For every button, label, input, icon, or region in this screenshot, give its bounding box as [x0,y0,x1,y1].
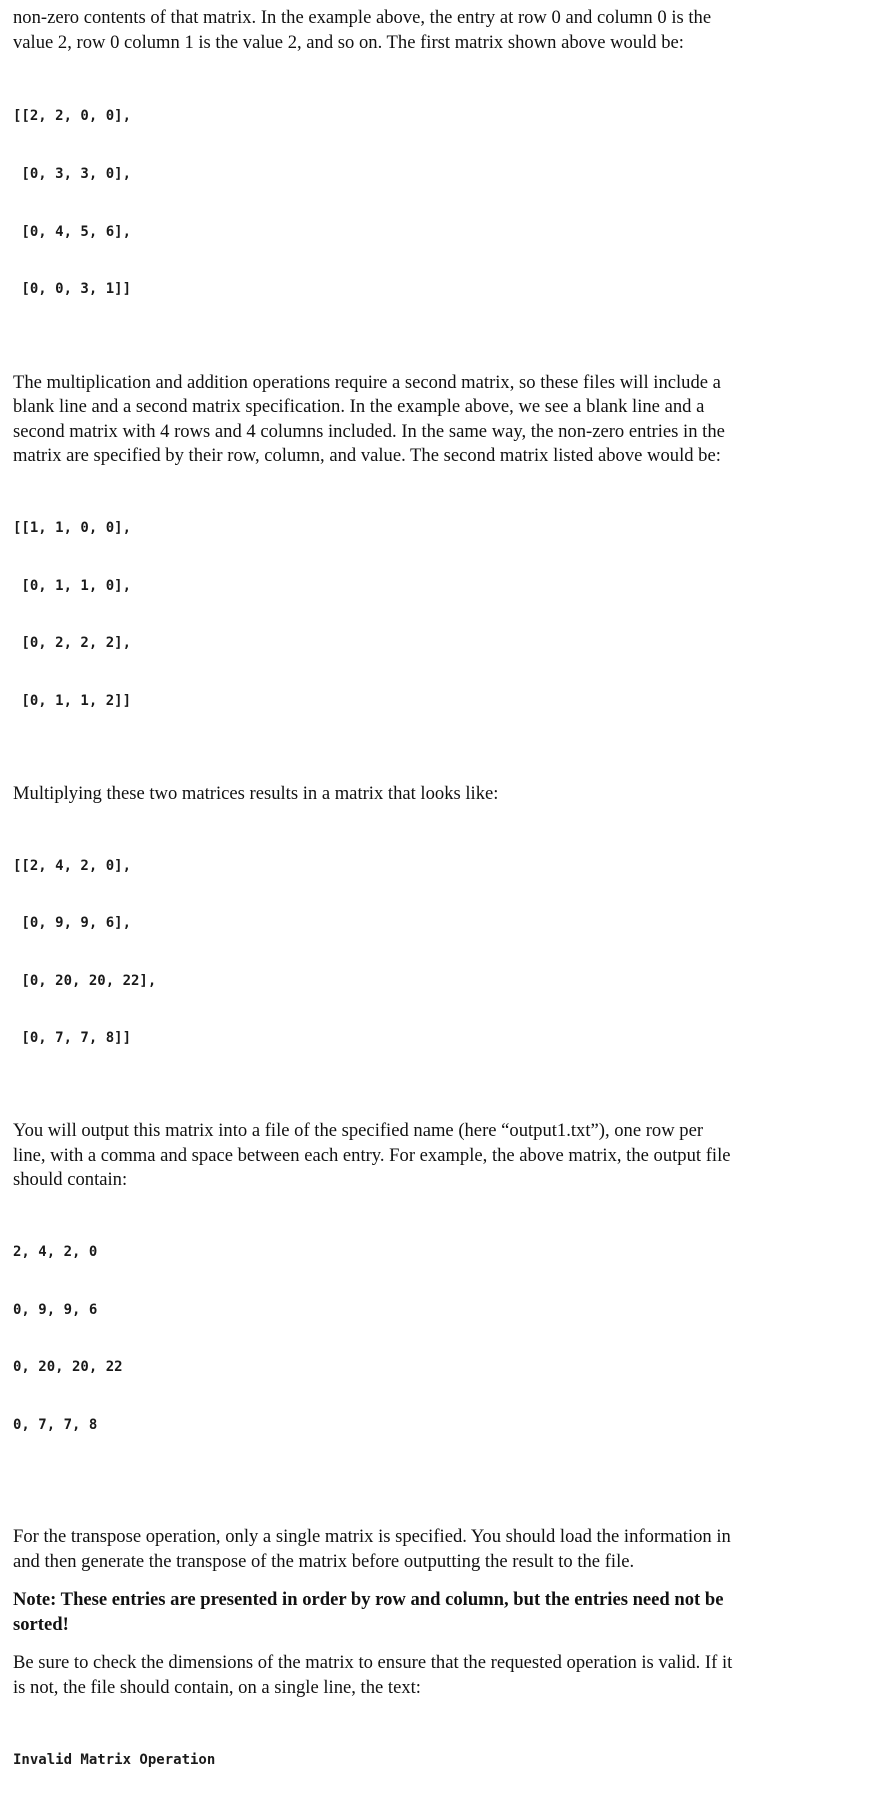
code-line: [0, 2, 2, 2], [13,635,132,652]
matrix2-code-block [13,481,813,750]
code-line: 2, 4, 2, 0 [13,1243,98,1260]
text-line: sorted! [13,1613,69,1635]
text-line: Be sure to check the dimensions of the matrix to ensure that the requested operation is valid. If it [13,1652,733,1674]
code-line: [0, 20, 20, 22], [13,972,157,989]
text-line: For the transpose operation, only a single matrix is specified. You should load the information in [13,1526,731,1548]
product-code-block [13,818,813,1087]
text-line: Note: These entries are presented in order by row and column, but the entries need not be [13,1589,724,1611]
file-output-code-block [13,1205,813,1474]
multiply-paragraph [13,782,813,807]
text-line: should contain: [13,1169,128,1191]
text-line: You will output this matrix into a file of the specified name (here “output1.txt”), one row per [13,1120,704,1142]
matrix1-code-block [13,69,813,338]
check-paragraph [13,1651,813,1700]
intro-paragraph [13,6,813,55]
code-line: [0, 0, 3, 1]] [13,281,132,298]
code-line: [0, 1, 1, 2]] [13,693,132,710]
transpose-paragraph [13,1525,813,1574]
text-line: The multiplication and addition operations require a second matrix, so these files will include a [13,371,721,393]
text-line: value 2, row 0 column 1 is the value 2, and so on. The first matrix shown above would be: [13,31,684,53]
text-line: non-zero contents of that matrix. In the example above, the entry at row 0 and column 0 is the [13,7,712,28]
second-matrix-paragraph [13,371,813,469]
code-line: [[2, 2, 0, 0], [13,108,132,125]
code-line: 0, 7, 7, 8 [13,1416,98,1433]
text-line: Multiplying these two matrices results in a matrix that looks like: [13,782,499,804]
text-line: and then generate the transpose of the matrix before outputting the result to the file. [13,1550,635,1572]
text-line: second matrix with 4 rows and 4 columns included. In the same way, the non-zero entries in the [13,420,725,442]
code-line: [0, 7, 7, 8]] [13,1030,132,1047]
code-line: 0, 9, 9, 6 [13,1301,98,1318]
text-line: line, with a comma and space between each entry. For example, the above matrix, the output file [13,1144,731,1166]
code-line: [0, 4, 5, 6], [13,223,132,240]
code-line: [[2, 4, 2, 0], [13,857,132,874]
note-paragraph [13,1588,813,1637]
code-line: Invalid Matrix Operation [13,1751,216,1768]
code-line: [[1, 1, 0, 0], [13,520,132,537]
code-line: [0, 3, 3, 0], [13,166,132,183]
text-line: is not, the file should contain, on a single line, the text: [13,1676,421,1698]
code-line: 0, 20, 20, 22 [13,1359,123,1376]
document-body [13,0,813,1808]
text-line: matrix are specified by their row, column, and value. The second matrix listed above would be: [13,445,721,467]
code-line: [0, 1, 1, 0], [13,577,132,594]
output-paragraph [13,1119,813,1193]
invalid-operation-code-block [13,1712,813,1808]
code-line: [0, 9, 9, 6], [13,915,132,932]
text-line: blank line and a second matrix specification. In the example above, we see a blank line and a [13,396,705,418]
